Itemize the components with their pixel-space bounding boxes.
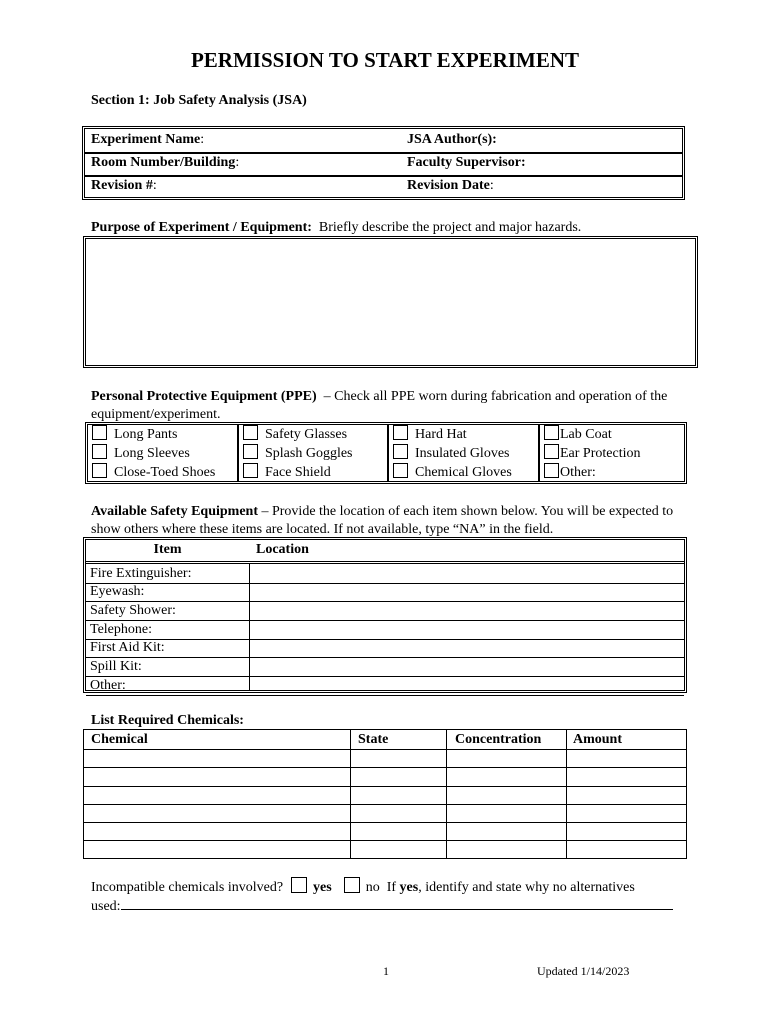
location-field[interactable] <box>250 620 684 639</box>
ppe-item-face-shield[interactable]: Face Shield <box>243 463 331 482</box>
location-field[interactable] <box>250 564 684 583</box>
table-row: First Aid Kit: <box>86 638 684 658</box>
location-field[interactable] <box>250 582 684 601</box>
ppe-column <box>387 425 540 481</box>
col-header-item: Item <box>153 542 182 557</box>
table-row[interactable] <box>84 821 686 841</box>
safety-equipment-heading: Available Safety Equipment – Provide the location of each item shown below. You will be expected to show others where these items are located. If not available, type “NA” in the field. <box>91 504 674 537</box>
used-line-field[interactable] <box>121 897 673 910</box>
checkbox[interactable] <box>92 463 107 478</box>
column-divider <box>566 730 567 858</box>
column-divider <box>249 564 250 690</box>
ppe-item-chemical-gloves[interactable]: Chemical Gloves <box>393 463 512 482</box>
ppe-item-insulated-gloves[interactable]: Insulated Gloves <box>393 444 509 463</box>
ppe-checklist <box>85 422 687 484</box>
column-divider <box>350 730 351 858</box>
ppe-item-other[interactable]: Other: <box>544 463 596 482</box>
table-row[interactable] <box>84 840 686 859</box>
table-row: Other: <box>86 676 684 696</box>
purpose-heading: Purpose of Experiment / Equipment: Briefly describe the project and major hazards. <box>91 220 582 235</box>
ppe-column <box>88 425 237 481</box>
table-row: Eyewash: <box>86 582 684 602</box>
table-row: Fire Extinguisher: <box>86 564 684 584</box>
table-row[interactable] <box>84 803 686 823</box>
checkbox[interactable] <box>92 425 107 440</box>
table-row[interactable] <box>84 748 686 768</box>
ppe-item-long-pants[interactable]: Long Pants <box>92 425 177 444</box>
page-title: PERMISSION TO START EXPERIMENT <box>190 48 580 72</box>
ppe-column <box>538 425 686 481</box>
experiment-info-box <box>82 126 685 200</box>
checkbox[interactable] <box>393 425 408 440</box>
page-number: 1 <box>383 964 389 978</box>
revision-label: Revision # <box>91 178 153 193</box>
col-header-amount: Amount <box>573 732 623 747</box>
safety-equipment-table <box>83 537 687 693</box>
checkbox[interactable] <box>243 444 258 459</box>
chemicals-table <box>83 729 687 859</box>
col-header-state: State <box>358 732 389 747</box>
ppe-heading: Personal Protective Equipment (PPE) – Check all PPE worn during fabrication and operation of the equipment/experiment. <box>91 389 668 422</box>
location-field[interactable] <box>250 638 684 657</box>
ppe-item-ear-protection[interactable]: Ear Protection <box>544 444 640 463</box>
table-row: Safety Shower: <box>86 601 684 621</box>
location-field[interactable] <box>250 676 684 695</box>
faculty-supervisor-label: Faculty Supervisor: <box>407 155 526 170</box>
info-row: Revision #: Revision Date: <box>91 178 494 193</box>
updated-date: Updated 1/14/2023 <box>537 964 630 978</box>
room-building-label: Room Number/Building <box>91 155 236 170</box>
purpose-text-area[interactable] <box>83 236 698 368</box>
col-header-concentration: Concentration <box>455 732 542 747</box>
ppe-item-close-toed-shoes[interactable]: Close-Toed Shoes <box>92 463 215 482</box>
table-row: Spill Kit: <box>86 657 684 677</box>
revision-date-label: Revision Date <box>407 178 490 193</box>
no-checkbox[interactable] <box>344 877 360 893</box>
info-row: Experiment Name: JSA Author(s): <box>85 129 682 154</box>
yes-checkbox[interactable] <box>291 877 307 893</box>
checkbox[interactable] <box>243 425 258 440</box>
checkbox[interactable] <box>92 444 107 459</box>
ppe-item-long-sleeves[interactable]: Long Sleeves <box>92 444 190 463</box>
checkbox[interactable] <box>393 463 408 478</box>
incompatible-question: Incompatible chemicals involved? yes no If yes, identify and state why no alternatives used: <box>91 877 691 916</box>
table-header-row <box>84 730 686 750</box>
table-row: Telephone: <box>86 620 684 640</box>
checkbox[interactable] <box>544 444 559 459</box>
checkbox[interactable] <box>544 463 559 478</box>
ppe-item-lab-coat[interactable]: Lab Coat <box>544 425 612 444</box>
jsa-authors-label: JSA Author(s): <box>407 132 497 147</box>
col-header-location: Location <box>256 542 309 557</box>
experiment-name-label: Experiment Name <box>91 132 201 147</box>
table-header-row <box>86 540 684 564</box>
info-row: Room Number/Building: Faculty Supervisor: <box>85 152 682 177</box>
col-header-chemical: Chemical <box>91 732 148 747</box>
ppe-item-splash-goggles[interactable]: Splash Goggles <box>243 444 353 463</box>
checkbox[interactable] <box>393 444 408 459</box>
location-field[interactable] <box>250 601 684 620</box>
checkbox[interactable] <box>544 425 559 440</box>
ppe-item-safety-glasses[interactable]: Safety Glasses <box>243 425 347 444</box>
table-row[interactable] <box>84 767 686 787</box>
table-row[interactable] <box>84 785 686 805</box>
ppe-column <box>237 425 389 481</box>
chemicals-heading: List Required Chemicals: <box>91 713 244 728</box>
section-heading: Section 1: Job Safety Analysis (JSA) <box>91 93 307 108</box>
checkbox[interactable] <box>243 463 258 478</box>
column-divider <box>446 730 447 858</box>
ppe-item-hard-hat[interactable]: Hard Hat <box>393 425 467 444</box>
location-field[interactable] <box>250 657 684 676</box>
